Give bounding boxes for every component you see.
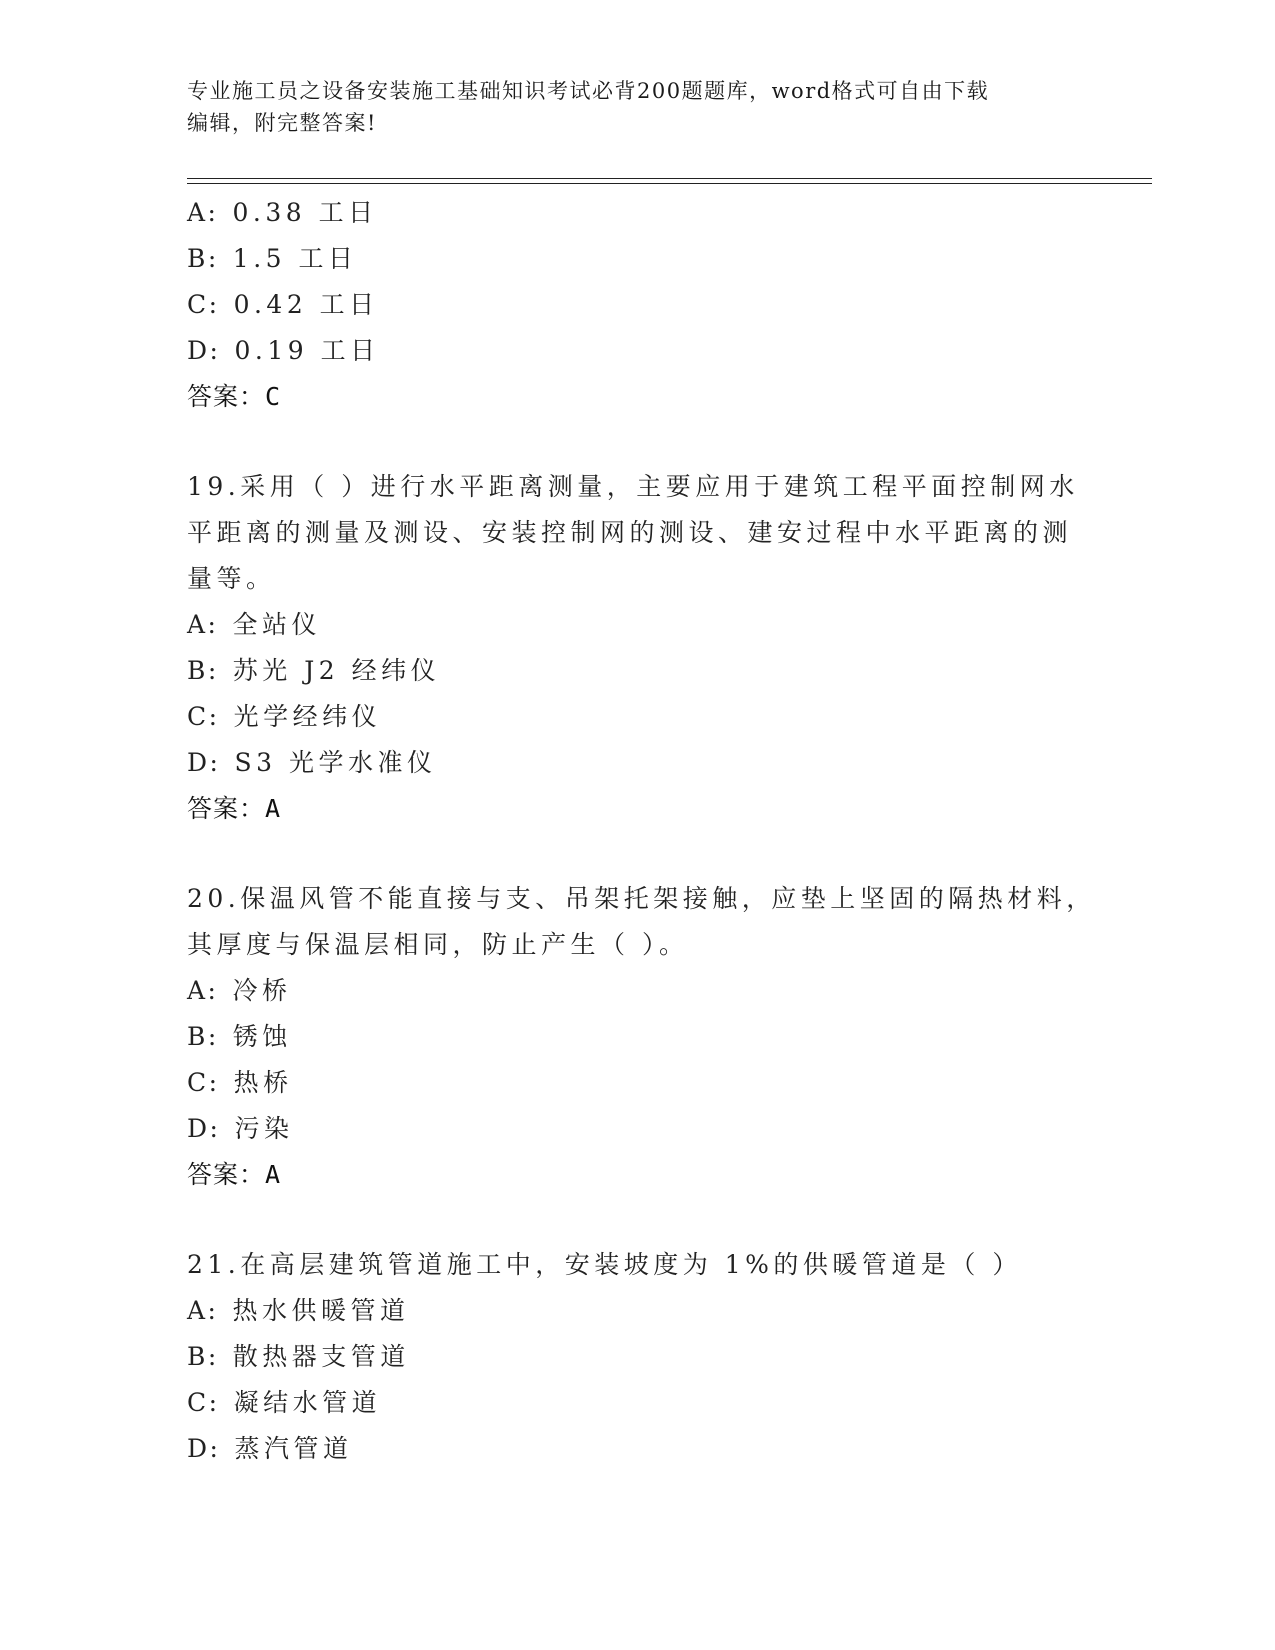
option-letter: A: <box>187 976 219 1005</box>
question-block <box>187 1242 1152 1472</box>
option-letter: D: <box>187 336 221 365</box>
answer-value: A <box>265 1160 281 1189</box>
document-header <box>187 75 1087 139</box>
option-row <box>187 190 1152 236</box>
answer-value: A <box>265 794 281 823</box>
question-block <box>187 876 1152 1198</box>
option-row <box>187 328 1152 374</box>
option-text: 热桥 <box>233 1068 293 1097</box>
answer-label: 答案： <box>187 794 266 823</box>
option-letter: D: <box>187 1434 221 1463</box>
option-row <box>187 1060 1152 1106</box>
option-letter: A: <box>187 610 219 639</box>
question-block <box>187 464 1152 832</box>
option-row <box>187 236 1152 282</box>
question-text-line: 其厚度与保温层相同，防止产生（ ）。 <box>187 930 689 959</box>
question-text-line: 量等。 <box>187 564 276 593</box>
question-text-line: 19.采用（ ）进行水平距离测量，主要应用于建筑工程平面控制网水 <box>187 472 1079 501</box>
question-spacer <box>187 832 1152 876</box>
option-row <box>187 1288 1152 1334</box>
option-text: 0.38 工日 <box>232 198 378 227</box>
option-text: 0.42 工日 <box>233 290 379 319</box>
option-letter: C: <box>187 290 220 319</box>
option-row <box>187 694 1152 740</box>
option-letter: B: <box>187 1342 219 1371</box>
option-text: 苏光 J2 经纬仪 <box>232 656 441 685</box>
option-letter: C: <box>187 1388 220 1417</box>
option-letter: D: <box>187 748 221 777</box>
question-text-line: 20.保温风管不能直接与支、吊架托架接触，应垫上坚固的隔热材料， <box>187 884 1096 913</box>
option-row <box>187 602 1152 648</box>
option-text: 蒸汽管道 <box>234 1434 353 1463</box>
option-row <box>187 1106 1152 1152</box>
option-text: 1.5 工日 <box>232 244 358 273</box>
answer-label: 答案： <box>187 1160 266 1189</box>
option-letter: B: <box>187 1022 219 1051</box>
answer-line <box>187 786 1152 832</box>
question-text-line: 平距离的测量及测设、安装控制网的测设、建安过程中水平距离的测 <box>187 518 1073 547</box>
option-text: 全站仪 <box>232 610 321 639</box>
answer-label: 答案： <box>187 382 266 411</box>
option-letter: B: <box>187 656 219 685</box>
option-row <box>187 648 1152 694</box>
option-letter: C: <box>187 1068 220 1097</box>
option-letter: D: <box>187 1114 221 1143</box>
option-text: 锈蚀 <box>232 1022 292 1051</box>
header-divider-bottom <box>187 183 1152 184</box>
header-line-2: 编辑，附完整答案! <box>187 111 377 135</box>
option-text: 污染 <box>234 1114 294 1143</box>
option-row <box>187 740 1152 786</box>
question-spacer <box>187 1198 1152 1242</box>
question-list <box>187 190 1152 1472</box>
option-letter: B: <box>187 244 219 273</box>
question-block <box>187 190 1152 420</box>
option-text: 凝结水管道 <box>233 1388 382 1417</box>
header-divider-top <box>187 178 1152 179</box>
option-text: 冷桥 <box>232 976 292 1005</box>
option-letter: C: <box>187 702 220 731</box>
option-row <box>187 968 1152 1014</box>
answer-value: C <box>265 382 281 411</box>
option-text: 光学经纬仪 <box>233 702 382 731</box>
option-letter: A: <box>187 198 219 227</box>
option-text: S3 光学水准仪 <box>234 748 437 777</box>
option-row <box>187 1426 1152 1472</box>
option-text: 0.19 工日 <box>234 336 380 365</box>
header-line-1: 专业施工员之设备安装施工基础知识考试必背200题题库，word格式可自由下载 <box>187 79 990 103</box>
question-text-line: 21.在高层建筑管道施工中，安装坡度为 1%的供暖管道是（ ） <box>187 1250 1022 1279</box>
option-text: 热水供暖管道 <box>232 1296 410 1325</box>
option-row <box>187 282 1152 328</box>
option-row <box>187 1334 1152 1380</box>
option-letter: A: <box>187 1296 219 1325</box>
answer-line <box>187 1152 1152 1198</box>
question-spacer <box>187 420 1152 464</box>
option-text: 散热器支管道 <box>232 1342 410 1371</box>
option-row <box>187 1380 1152 1426</box>
answer-line <box>187 374 1152 420</box>
option-row <box>187 1014 1152 1060</box>
